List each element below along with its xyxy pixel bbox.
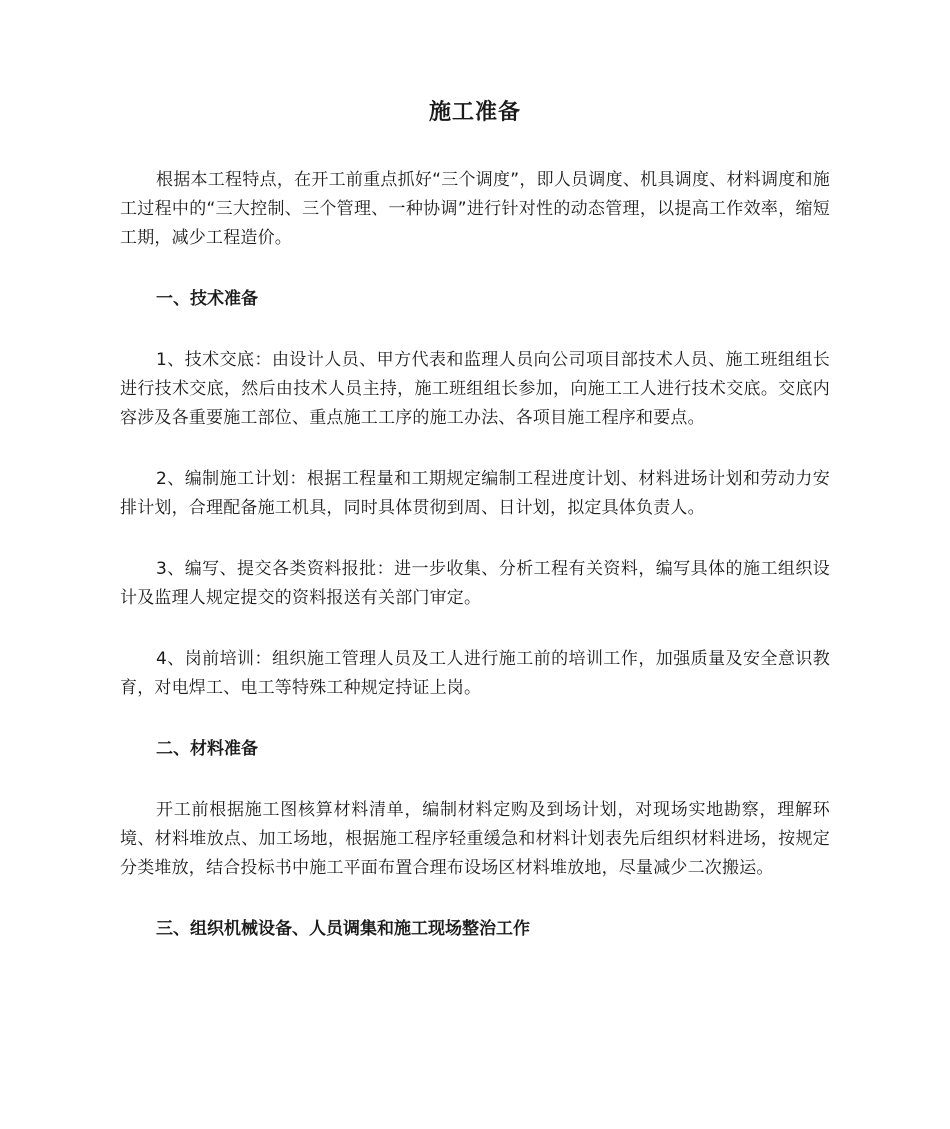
section-heading-technical: 一、技术准备 [156,289,258,309]
document-title: 施工准备 [428,100,521,125]
technical-item-4: 4、岗前培训：组织施工管理人员及工人进行施工前的培训工作，加强质量及安全意识教育，对电焊工、电工等特殊工种规定持证上岗。 [120,649,830,698]
technical-item-3: 3、编写、提交各类资料报批：进一步收集、分析工程有关资料，编写具体的施工组织设计及监理人规定提交的资料报送有关部门审定。 [120,559,830,608]
section-heading-organization: 三、组织机械设备、人员调集和施工现场整治工作 [156,919,530,939]
technical-item-2: 2、编制施工计划：根据工程量和工期规定编制工程进度计划、材料进场计划和劳动力安排计划，合理配备施工机具，同时具体贯彻到周、日计划，拟定具体负责人。 [120,469,830,518]
technical-item-1: 1、技术交底：由设计人员、甲方代表和监理人员向公司项目部技术人员、施工班组组长进行技术交底，然后由技术人员主持，施工班组组长参加，向施工工人进行技术交底。交底内容涉及各重要施工部位、重点施工工序的施工办法、各项目施工程序和要点。 [120,350,830,428]
materials-paragraph: 开工前根据施工图核算材料清单，编制材料定购及到场计划，对现场实地勘察，理解环境、材料堆放点、加工场地，根据施工程序轻重缓急和材料计划表先后组织材料进场，按规定分类堆放，结合投标书中施工平面布置合理布设场区材料堆放地，尽量减少二次搬运。 [120,800,830,878]
intro-paragraph: 根据本工程特点，在开工前重点抓好“三个调度”，即人员调度、机具调度、材料调度和施工过程中的“三大控制、三个管理、一种协调”进行针对性的动态管理，以提高工作效率，缩短工期，减少工程造价。 [120,170,830,248]
section-heading-materials: 二、材料准备 [156,739,258,759]
